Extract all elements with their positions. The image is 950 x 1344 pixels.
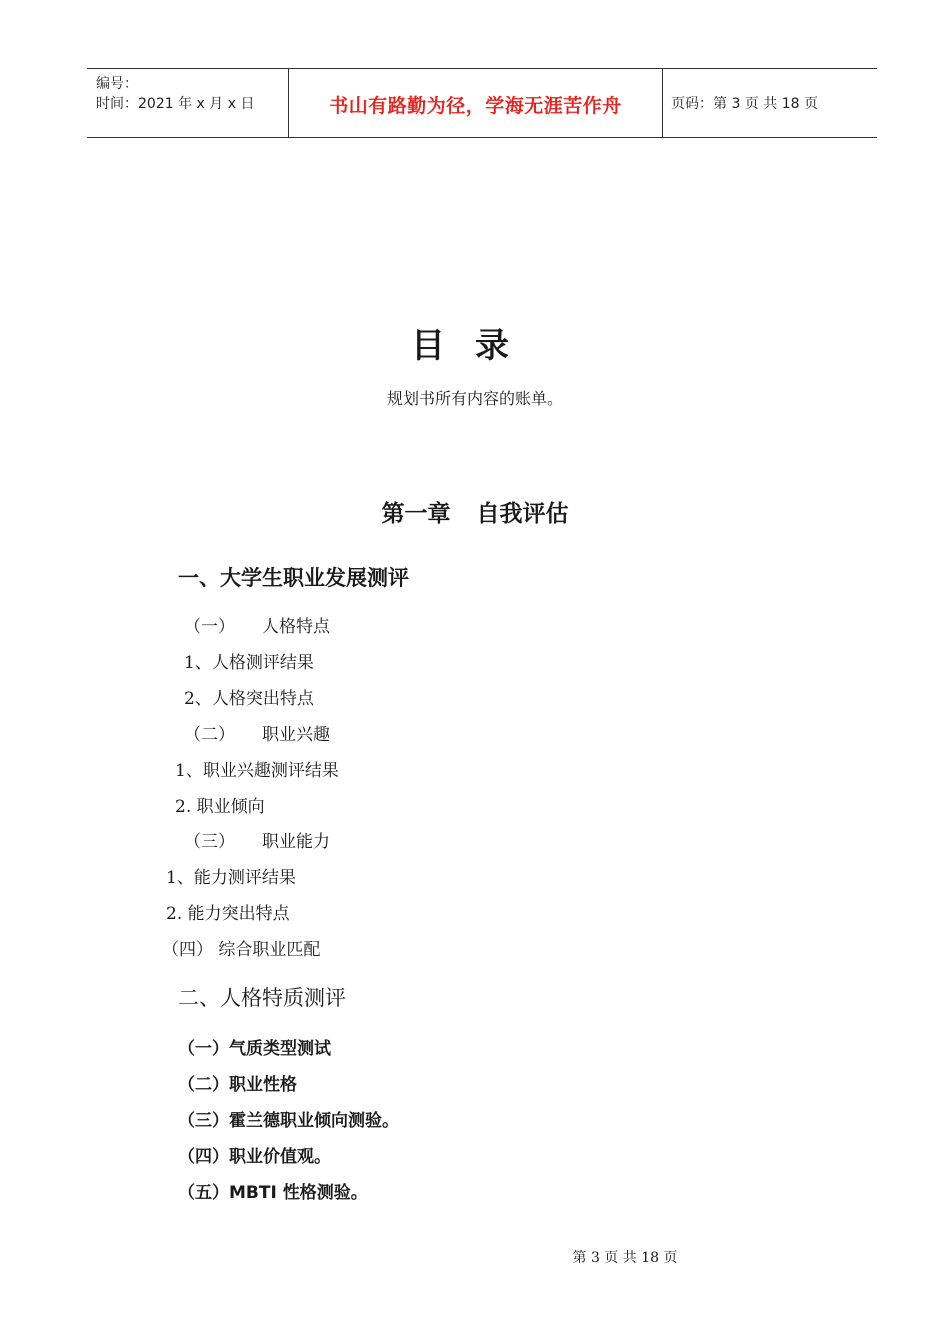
toc-entry: 2. 能力突出特点 [166,904,290,924]
header-meta-cell [87,69,288,137]
section-title: 一、大学生职业发展测评 [178,566,409,590]
toc-entry: 2. 职业倾向 [175,797,265,817]
page-footer: 第 3 页 共 18 页 [572,1250,678,1266]
time-label: 时间：2021 年 x 月 x 日 [96,96,255,112]
toc-entry: 1、职业兴趣测评结果 [175,761,339,781]
header-motto-cell [288,69,663,137]
header-page-cell [662,69,877,137]
toc-entry: 1、能力测评结果 [166,868,296,888]
toc-entry: （四） 综合职业匹配 [162,940,321,960]
toc-entry: （三） 职业能力 [184,832,331,852]
header-motto: 书山有路勤为径，学海无涯苦作舟 [329,95,622,117]
toc-entry: 2、人格突出特点 [184,689,314,709]
toc-entry: 1、人格测评结果 [184,653,314,673]
toc-entry: （二）职业性格 [178,1075,297,1095]
toc-entry: （三）霍兰德职业倾向测验。 [178,1111,399,1131]
number-label: 编号： [96,76,138,92]
chapter-title: 第一章 自我评估 [381,501,569,527]
toc-entry: （一） 人格特点 [184,617,331,637]
toc-subtitle: 规划书所有内容的账单。 [386,389,563,408]
toc-entry: （一）气质类型测试 [178,1039,331,1059]
toc-entry: （五）MBTI 性格测验。 [178,1183,368,1203]
page-header [87,68,877,138]
header-page-code: 页码：第 3 页 共 18 页 [671,96,818,112]
toc-title: 目录 [411,326,539,366]
toc-entry: （四）职业价值观。 [178,1147,331,1167]
section-title: 二、人格特质测评 [178,986,346,1010]
toc-entry: （二） 职业兴趣 [184,725,331,745]
